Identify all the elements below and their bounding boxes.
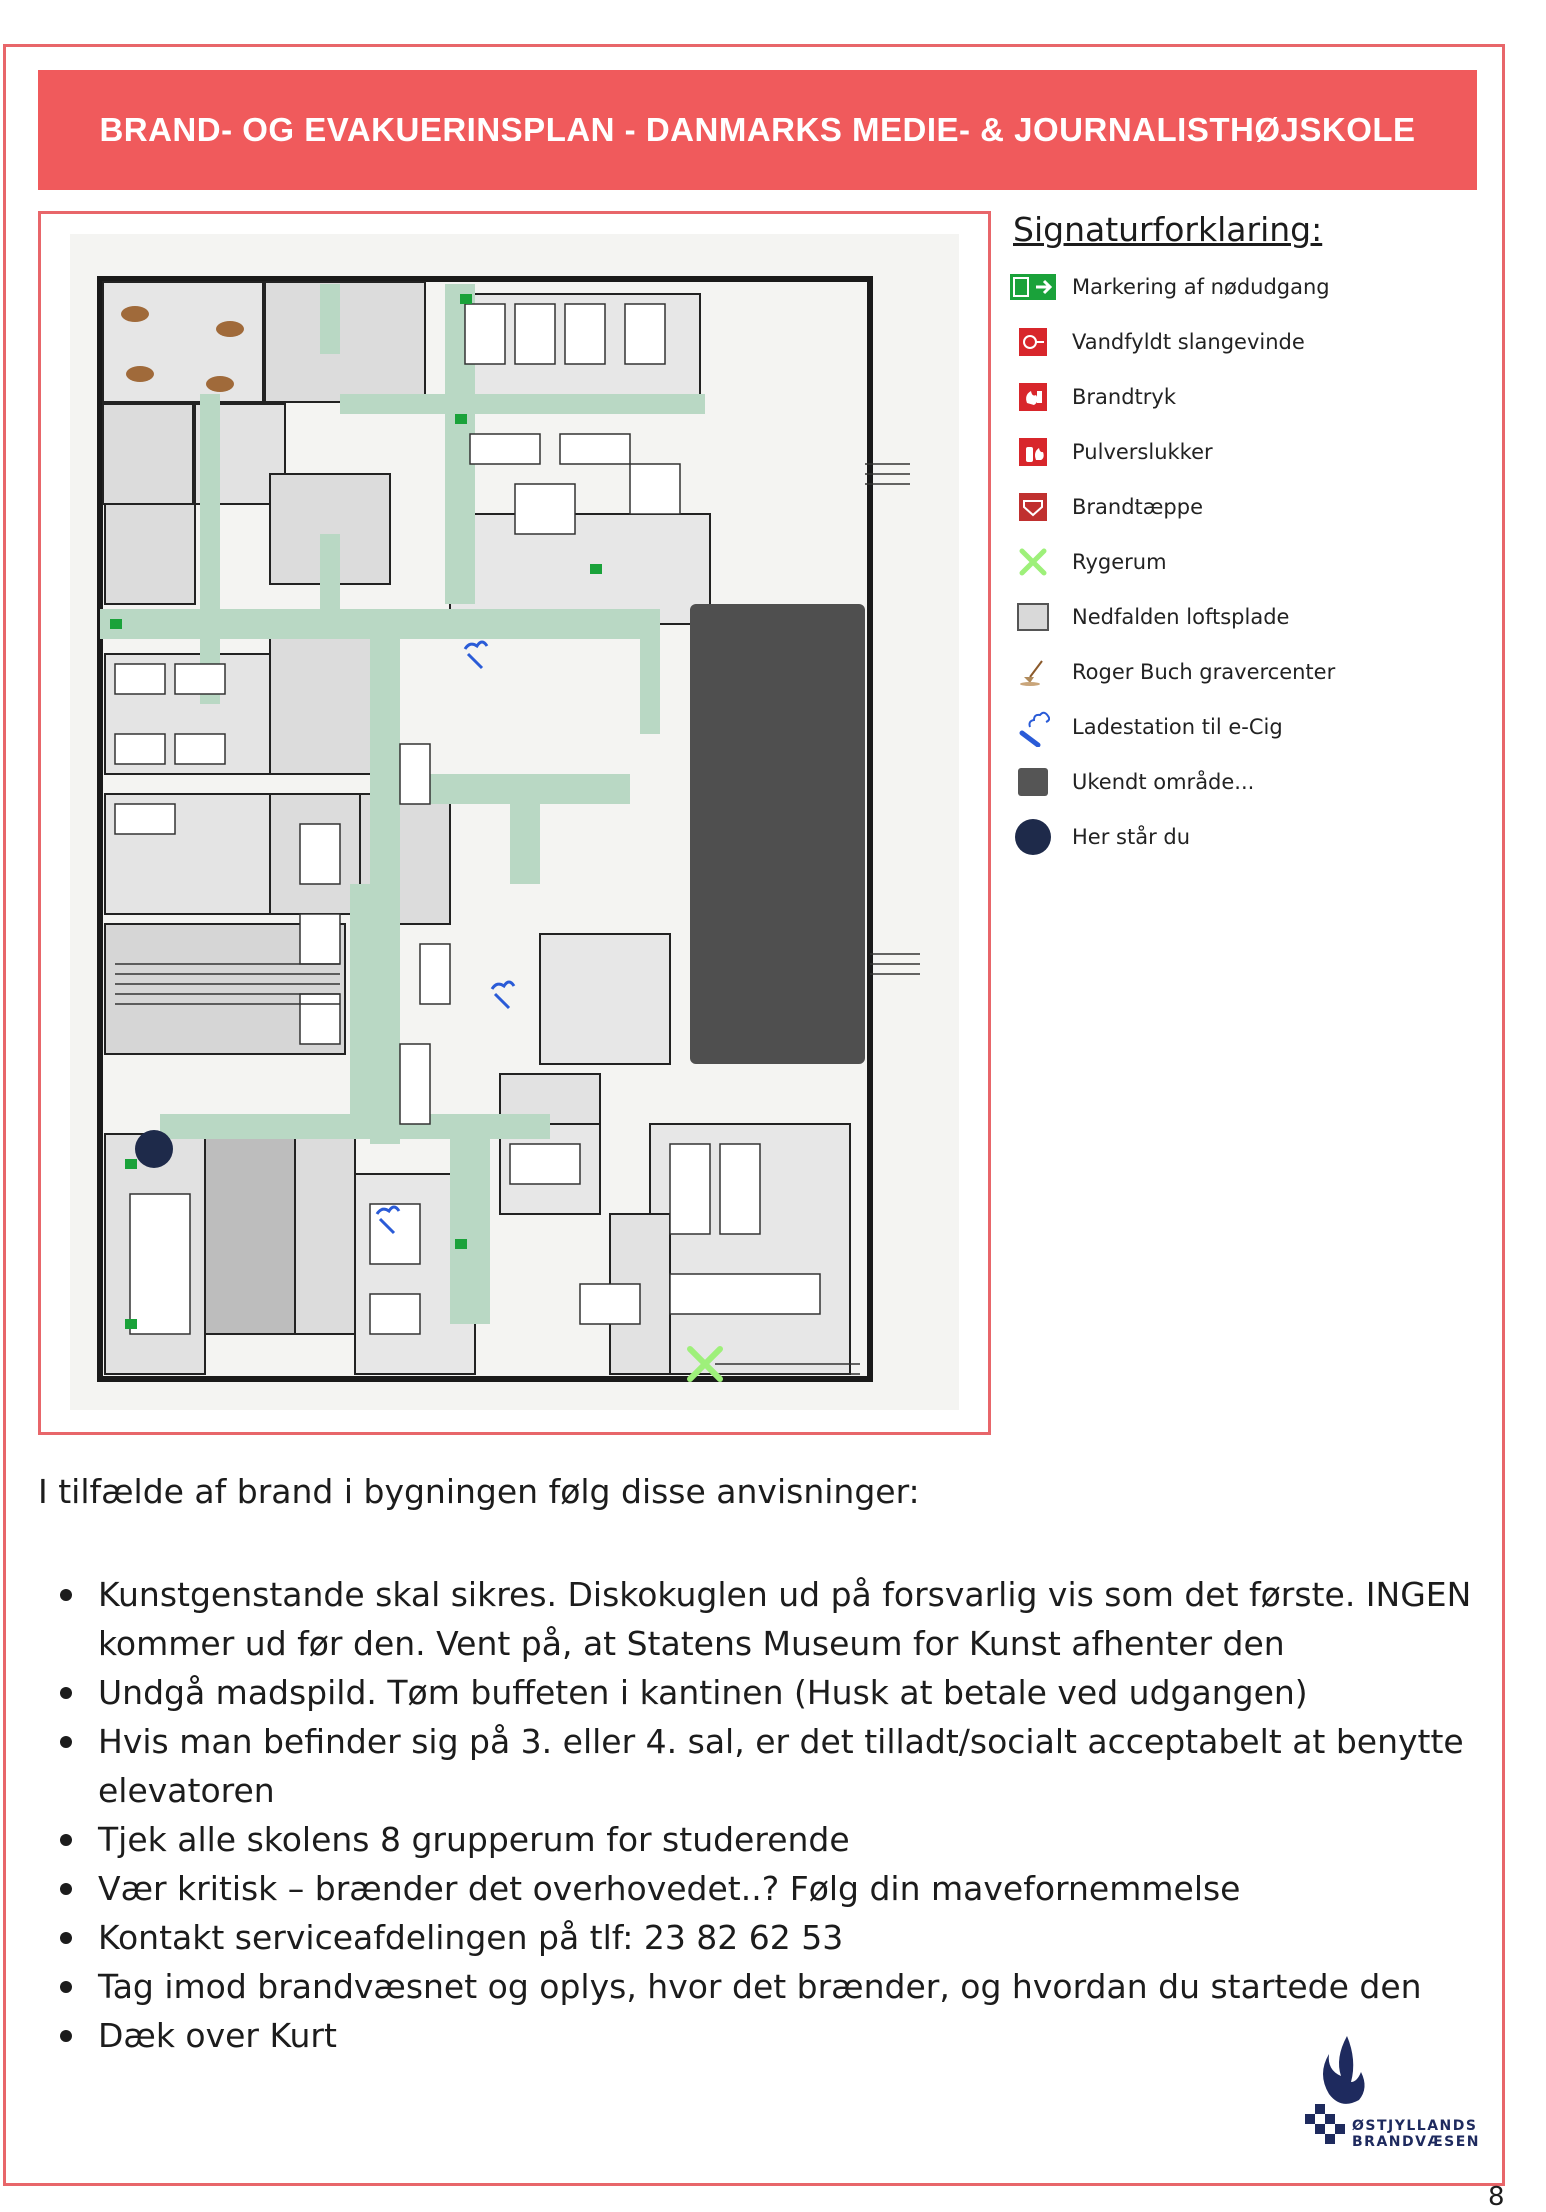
fire-alarm-icon [1010, 377, 1056, 417]
list-item: Dæk over Kurt [38, 2011, 1478, 2060]
ceiling-tile-icon [1010, 597, 1056, 637]
legend-label: Roger Buch gravercenter [1072, 660, 1336, 684]
page-number: 8 [1488, 2182, 1505, 2212]
legend-title: Signaturforklaring: [1013, 210, 1323, 249]
legend-item-gravercenter [1010, 650, 1490, 694]
fire-hose-icon [1010, 322, 1056, 362]
logo-text-line2: BRANDVÆSEN [1352, 2134, 1481, 2150]
smoking-room-icon [1010, 542, 1056, 582]
you-are-here-marker [135, 1130, 173, 1168]
legend-label: Pulverslukker [1072, 440, 1213, 464]
legend-item-fire-blanket [1010, 485, 1490, 529]
legend-item-ceiling-tile [1010, 595, 1490, 639]
page-title: BRAND- OG EVAKUERINSPLAN - DANMARKS MEDIE- & JOURNALISTHØJSKOLE [99, 111, 1416, 148]
shovel-icon [1010, 652, 1056, 692]
fire-blanket-icon [1010, 487, 1056, 527]
title-banner [38, 70, 1477, 190]
legend-label: Rygerum [1072, 550, 1167, 574]
you-are-here-icon [1010, 817, 1056, 857]
legend-item-unknown-area [1010, 760, 1490, 804]
list-item: Kunstgenstande skal sikres. Diskokuglen ud på forsvarlig vis som det første. INGEN kommer ud før den. Vent på, at Statens Museum for Kunst afhenter den [38, 1570, 1478, 1668]
legend-label: Brandtæppe [1072, 495, 1203, 519]
legend-label: Vandfyldt slangevinde [1072, 330, 1305, 354]
floor-plan [70, 234, 959, 1410]
instructions-intro: I tilfælde af brand i bygningen følg disse anvisninger: [38, 1472, 920, 1511]
legend-label: Her står du [1072, 825, 1191, 849]
unknown-area-icon [1010, 762, 1056, 802]
emergency-exit-icon [1010, 267, 1056, 307]
legend-label: Ladestation til e-Cig [1072, 715, 1283, 739]
legend-item-you-are-here [1010, 815, 1490, 859]
legend-item-smoking-room [1010, 540, 1490, 584]
list-item: Undgå madspild. Tøm buffeten i kantinen (Husk at betale ved udgangen) [38, 1668, 1478, 1717]
legend-label: Nedfalden loftsplade [1072, 605, 1290, 629]
list-item: Kontakt serviceafdelingen på tlf: 23 82 62 53 [38, 1913, 1478, 1962]
unknown-area [690, 604, 865, 1064]
instructions-list [38, 1570, 1478, 2060]
legend-label: Brandtryk [1072, 385, 1177, 409]
legend-label: Ukendt område... [1072, 770, 1255, 794]
legend-item-fire-alarm [1010, 375, 1490, 419]
legend-label: Markering af nødudgang [1072, 275, 1330, 299]
logo-text-line1: ØSTJYLLANDS [1352, 2118, 1478, 2134]
legend-item-fire-hose [1010, 320, 1490, 364]
fire-extinguisher-icon [1010, 432, 1056, 472]
list-item: Tag imod brandvæsnet og oplys, hvor det brænder, og hvordan du startede den [38, 1962, 1478, 2011]
list-item: Hvis man befinder sig på 3. eller 4. sal, er det tilladt/socialt acceptabelt at benytte elevatoren [38, 1717, 1478, 1815]
legend-item-e-cig [1010, 705, 1490, 749]
legend-item-emergency-exit [1010, 265, 1490, 309]
e-cig-icon [1010, 707, 1056, 747]
list-item: Vær kritisk – brænder det overhovedet..? Følg din mavefornemmelse [38, 1864, 1478, 1913]
legend-item-fire-extinguisher [1010, 430, 1490, 474]
list-item: Tjek alle skolens 8 grupperum for studerende [38, 1815, 1478, 1864]
